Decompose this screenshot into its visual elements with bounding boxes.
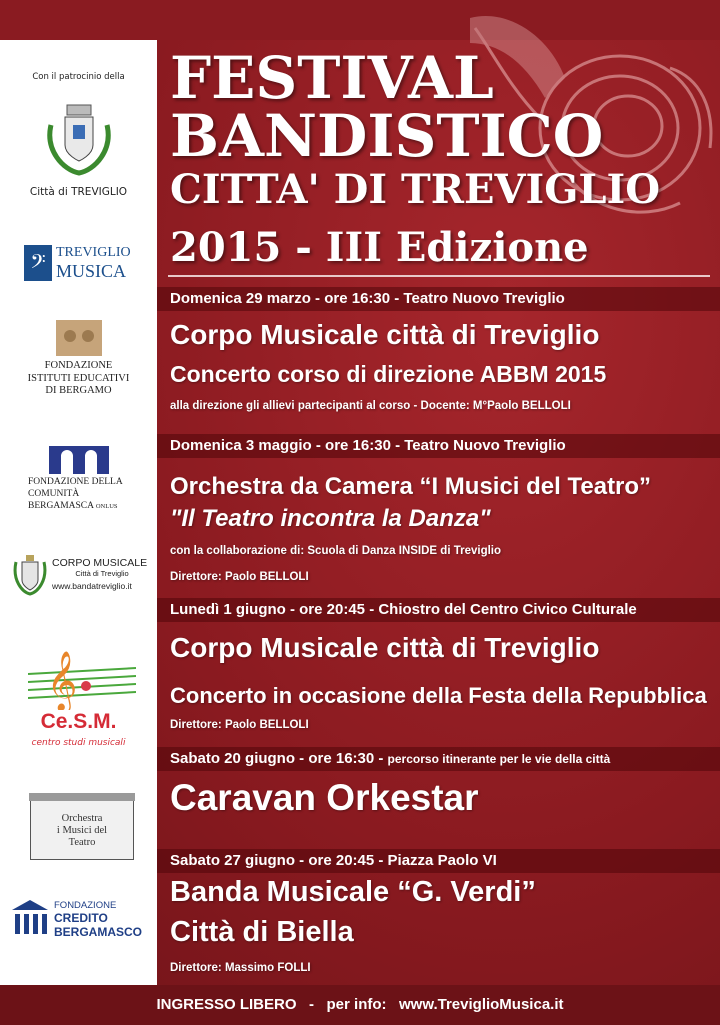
corpo-musicale-line3: www.bandatreviglio.it — [52, 581, 132, 591]
orchestra-line2: i Musici del — [56, 825, 108, 837]
event-2-subtitle: "Il Teatro incontra la Danza" — [170, 505, 491, 532]
fondazione-comunita-line2: COMUNITÀ — [28, 488, 80, 499]
event-3-subtitle: Concerto in occasione della Festa della Repubblica — [170, 683, 707, 708]
corpo-musicale-text — [52, 557, 152, 591]
fondazione-credito-line1: FONDAZIONE — [54, 900, 117, 911]
fondazione-istituti-line3: DI BERGAMO — [45, 385, 112, 397]
event-5-header: Sabato 27 giugno - ore 20:45 - Piazza Paolo VI — [157, 849, 720, 873]
arcade-icon — [47, 440, 111, 474]
orchestra-logo — [30, 798, 134, 860]
title-line-bandistico: BANDISTICO — [170, 102, 604, 170]
event-2-performer: Orchestra da Camera “I Musici del Teatro” — [170, 473, 652, 500]
fondazione-istituti-line2: ISTITUTI EDUCATIVI — [27, 372, 130, 384]
event-5-director: Direttore: Massimo FOLLI — [170, 962, 311, 974]
fondazione-comunita-text — [0, 477, 157, 513]
title-line-festival: FESTIVAL — [170, 44, 494, 112]
orchestra-text — [31, 813, 133, 849]
event-4-header-extra: percorso itinerante per le vie della città — [387, 752, 611, 766]
treviglio-caption-top: Con il patrocinio della — [32, 72, 125, 82]
title-line-citta: CITTA' DI TREVIGLIO — [170, 166, 661, 213]
fondazione-credito-line3: BERGAMASCO — [54, 924, 143, 939]
cesm-subtitle: centro studi musicali — [31, 738, 126, 748]
orchestra-line1: Orchestra — [61, 813, 103, 824]
sponsor-sidebar — [0, 40, 157, 985]
svg-text:𝄢: 𝄢 — [30, 250, 46, 278]
event-4-performer: Caravan Orkestar — [170, 777, 479, 818]
title-divider — [168, 275, 710, 277]
event-1-performer: Corpo Musicale città di Treviglio — [170, 319, 600, 350]
event-3-header: Lunedì 1 giugno - ore 20:45 - Chiostro del Centro Civico Culturale — [157, 598, 720, 622]
orchestra-logo-roof — [29, 793, 135, 801]
treviglio-musica-logo — [24, 243, 138, 283]
event-3-performer: Corpo Musicale città di Treviglio — [170, 632, 600, 663]
treviglio-musica-line2: MUSICA — [56, 261, 127, 281]
fondazione-comunita-suffix: ONLUS — [95, 502, 118, 510]
treviglio-musica-line1: TREVIGLIO — [56, 245, 131, 260]
treble-clef-staff-icon — [28, 640, 136, 710]
cesm-name: Ce.S.M. — [40, 710, 117, 733]
footer-info: INGRESSO LIBERO - per info: www.TreviglioMusica.it — [0, 985, 720, 1025]
event-1-note: alla direzione gli allievi partecipanti al corso - Docente: M°Paolo BELLOLI — [170, 400, 571, 412]
fondazione-comunita-line1: FONDAZIONE DELLA — [28, 477, 123, 487]
fondazione-credito-text — [54, 901, 142, 940]
event-1-subtitle: Concerto corso di direzione ABBM 2015 — [170, 361, 607, 387]
fondazione-credito-line2: CREDITO — [54, 910, 108, 925]
event-5-performer: Banda Musicale “G. Verdi” — [170, 876, 536, 908]
credito-bergamasco-icon — [12, 900, 48, 938]
fondazione-comunita-line3: BERGAMASCA — [28, 500, 94, 511]
event-2-note: con la collaborazione di: Scuola di Danza INSIDE di Treviglio — [170, 545, 502, 557]
bass-clef-icon — [24, 245, 52, 281]
corpo-musicale-crest-icon — [12, 552, 48, 596]
event-4-header — [157, 747, 720, 771]
relief-icon — [56, 320, 102, 356]
orchestra-line3: Teatro — [68, 837, 96, 849]
corpo-musicale-line1: CORPO MUSICALE — [52, 557, 148, 569]
event-1-header: Domenica 29 marzo - ore 16:30 - Teatro Nuovo Treviglio — [157, 287, 720, 311]
event-4-header-text: Sabato 20 giugno - ore 16:30 - — [170, 750, 388, 767]
event-2-director: Direttore: Paolo BELLOLI — [170, 571, 309, 583]
event-3-director: Direttore: Paolo BELLOLI — [170, 719, 309, 731]
event-5-subtitle: Città di Biella — [170, 916, 354, 948]
svg-text:𝄞: 𝄞 — [46, 651, 78, 710]
treviglio-coat-of-arms-icon — [43, 95, 115, 177]
title-line-edition: 2015 - III Edizione — [170, 224, 589, 271]
corpo-musicale-line2: Città di Treviglio — [75, 569, 129, 578]
event-2-header: Domenica 3 maggio - ore 16:30 - Teatro Nuovo Treviglio — [157, 434, 720, 458]
fondazione-istituti-text — [0, 360, 157, 398]
fondazione-istituti-line1: FONDAZIONE — [44, 360, 113, 371]
treviglio-caption-bottom: Città di TREVIGLIO — [29, 186, 128, 198]
